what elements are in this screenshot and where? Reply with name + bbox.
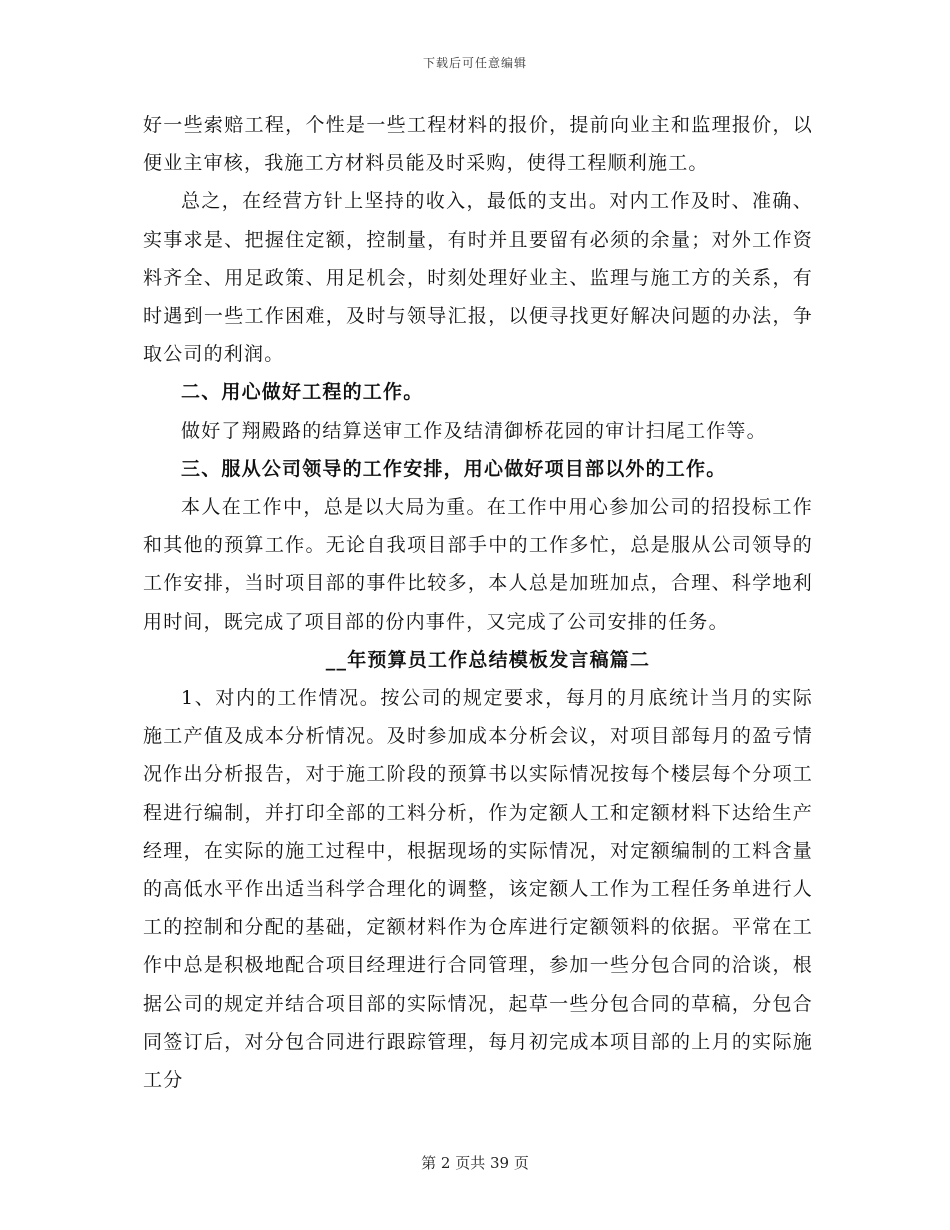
section-title: __年预算员工作总结模板发言稿篇二 [325,648,651,671]
paragraph-1: 好一些索赔工程，个性是一些工程材料的报价，提前向业主和监理报价，以便业主审核，我施工方材料员能及时采购，使得工程顺利施工。 [143,114,813,175]
paragraph-3: 做好了翔殿路的结算送审工作及结清御桥花园的审计扫尾工作等。 [181,419,767,442]
paragraph-2: 总之，在经营方针上坚持的收入，最低的支出。对内工作及时、准确、实事求是、把握住定额，控制量，有时并且要留有必须的余量；对外工作资料齐全、用足政策、用足机会，时刻处理好业主、监理与施工方的关系，有时遇到一些工作困难，及时与领导汇报，以便寻找更好解决问题的办法，争取公司的利润。 [143,190,813,366]
paragraph-4: 本人在工作中，总是以大局为重。在工作中用心参加公司的招投标工作和其他的预算工作。无论自我项目部手中的工作多忙，总是服从公司领导的工作安排，当时项目部的事件比较多，本人总是加班加点，合理、科学地利用时间，既完成了项目部的份内事件，又完成了公司安排的任务。 [143,496,813,633]
document-body [143,106,813,1099]
paragraph-5: 1、对内的工作情况。按公司的规定要求，每月的月底统计当月的实际施工产值及成本分析情况。及时参加成本分析会议，对项目部每月的盈亏情况作出分析报告，对于施工阶段的预算书以实际情况按每个楼层每个分项工程进行编制，并打印全部的工料分析，作为定额人工和定额材料下达给生产经理，在实际的施工过程中，根据现场的实际情况，对定额编制的工料含量的高低水平作出适当科学合理化的调整，该定额人工作为工程任务单进行人工的控制和分配的基础，定额材料作为仓库进行定额领料的依据。平常在工作中总是积极地配合项目经理进行合同管理，参加一些分包合同的洽谈，根据公司的规定并结合项目部的实际情况，起草一些分包合同的草稿，分包合同签订后，对分包合同进行跟踪管理，每月初完成本项目部的上月的实际施工分 [143,687,813,1092]
page-number-footer: 第 2 页共 39 页 [421,1154,529,1172]
section-heading-2: 二、用心做好工程的工作。 [181,381,424,404]
page-header-note: 下载后可任意编辑 [422,56,527,70]
section-heading-3: 三、服从公司领导的工作安排，用心做好项目部以外的工作。 [181,457,727,480]
